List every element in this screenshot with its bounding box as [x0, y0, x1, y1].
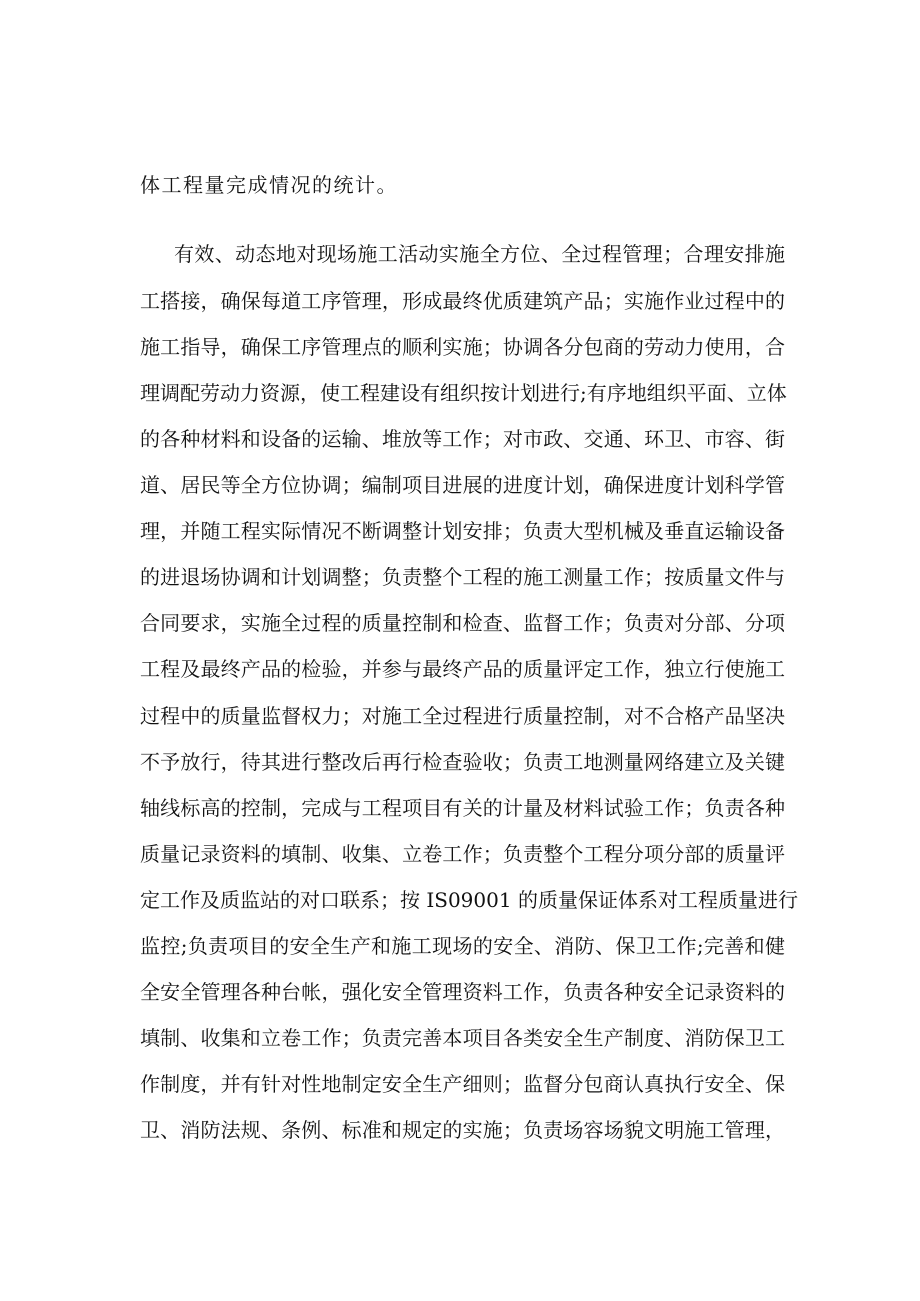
text-line: 理调配劳动力资源，使工程建设有组织按计划进行;有序地组织平面、立体: [140, 381, 787, 405]
text-line: 作制度，并有针对性地制定安全生产细则；监督分包商认真执行安全、保: [140, 1072, 785, 1096]
text-line: 卫、消防法规、条例、标准和规定的实施；负责场容场貌文明施工管理，: [140, 1118, 785, 1142]
text-line: 监控;负责项目的安全生产和施工现场的安全、消防、保卫工作;完善和健: [140, 934, 785, 958]
text-line: 轴线标高的控制，完成与工程项目有关的计量及材料试验工作；负责各种: [140, 796, 785, 820]
text-line: 的各种材料和设备的运输、堆放等工作；对市政、交通、环卫、市容、街: [140, 427, 785, 451]
text-line: 的进退场协调和计划调整；负责整个工程的施工测量工作；按质量文件与: [140, 565, 785, 589]
text-line: 定工作及质监站的对口联系；按 IS09001 的质量保证体系对工程质量进行: [140, 888, 798, 912]
text-line: 道、居民等全方位协调；编制项目进展的进度计划，确保进度计划科学管: [140, 473, 785, 497]
text-line: 不予放行，待其进行整改后再行检查验收；负责工地测量网络建立及关键: [140, 750, 785, 774]
paragraph-first-line: 有效、动态地对现场施工活动实施全方位、全过程管理；合理安排施: [174, 242, 785, 266]
text-line: 理，并随工程实际情况不断调整计划安排；负责大型机械及垂直运输设备: [140, 519, 785, 543]
text-line: 质量记录资料的填制、收集、立卷工作；负责整个工程分项分部的质量评: [140, 842, 785, 866]
text-line: 工程及最终产品的检验，并参与最终产品的质量评定工作，独立行使施工: [140, 657, 785, 681]
text-line: 合同要求，实施全过程的质量控制和检查、监督工作；负责对分部、分项: [140, 611, 785, 635]
text-line: 施工指导，确保工序管理点的顺利实施；协调各分包商的劳动力使用，合: [140, 335, 785, 359]
text-line: 过程中的质量监督权力；对施工全过程进行质量控制，对不合格产品坚决: [140, 704, 785, 728]
text-line: 工搭接，确保每道工序管理，形成最终优质建筑产品；实施作业过程中的: [140, 289, 785, 313]
text-line: 填制、收集和立卷工作；负责完善本项目各类安全生产制度、消防保卫工: [140, 1026, 785, 1050]
text-line: 体工程量完成情况的统计。: [140, 173, 398, 197]
text-line: 全安全管理各种台帐，强化安全管理资料工作，负责各种安全记录资料的: [140, 980, 785, 1004]
